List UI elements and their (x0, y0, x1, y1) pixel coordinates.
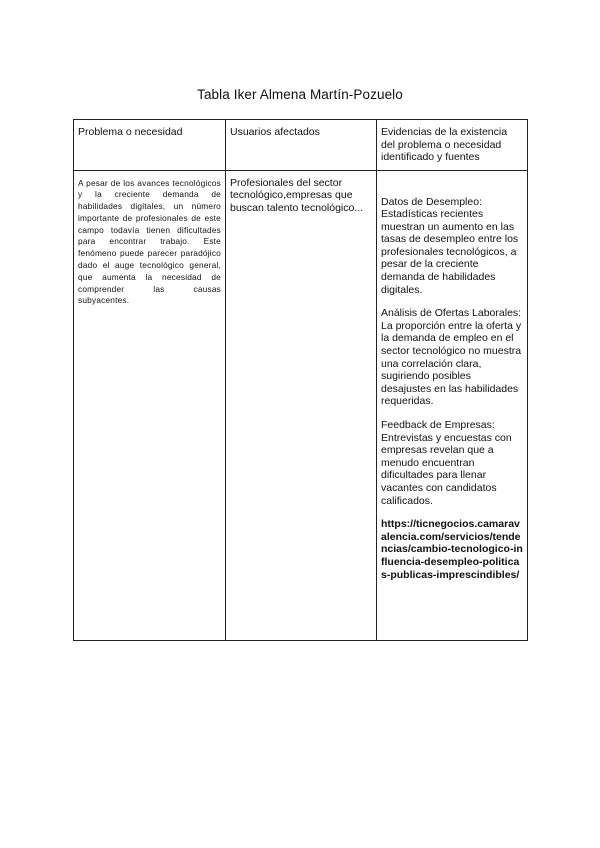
evidence-company-feedback: Feedback de Empresas: Entrevistas y encuestas con empresas revelan que a menudo encuentran dificultades para llenar vacantes con candidatos calificados. (381, 419, 512, 507)
table-row (74, 170, 528, 640)
header-usuarios: Usuarios afectados (226, 120, 377, 171)
problem-table (73, 119, 528, 641)
page-title: Tabla Iker Almena Martín-Pozuelo (197, 87, 403, 102)
evidence-unemployment: Datos de Desempleo: Estadísticas recientes muestran un aumento en las tasas de desempleo entre los profesionales tecnológicos, a pesar de la creciente demanda de habilidades digitales. (381, 195, 519, 296)
table-header-row (74, 120, 528, 171)
source-link[interactable]: https://ticnegocios.camaravalencia.com/servicios/tendencias/cambio-tecnologico-influencia-desempleo-politicas-publicas-imprescindibles/ (381, 518, 523, 581)
cell-problema (74, 170, 226, 640)
evidence-job-offers: Análisis de Ofertas Laborales: La proporción entre la oferta y la demanda de empleo en el sector tecnológico no muestra una correlación clara, sugiriendo posibles desajustes en las habilidades requeridas. (381, 307, 522, 408)
cell-usuarios (226, 170, 377, 640)
cell-evidencias (377, 170, 528, 640)
users-text: Profesionales del sector tecnológico,empresas que buscan talento tecnológico... (230, 176, 364, 214)
header-problema: Problema o necesidad (74, 120, 226, 171)
problem-text: A pesar de los avances tecnológicos y la creciente demanda de habilidades digitales, un número importante de profesionales de este campo todavía tienen dificultades para encontrar trabajo. Este fenómeno puede parecer paradójico dado el auge tecnológico general, que aumenta la necesidad de comprender las causas subyacentes. (78, 177, 221, 306)
header-evidencias: Evidencias de la existencia del problema o necesidad identificado y fuentes (377, 120, 528, 171)
